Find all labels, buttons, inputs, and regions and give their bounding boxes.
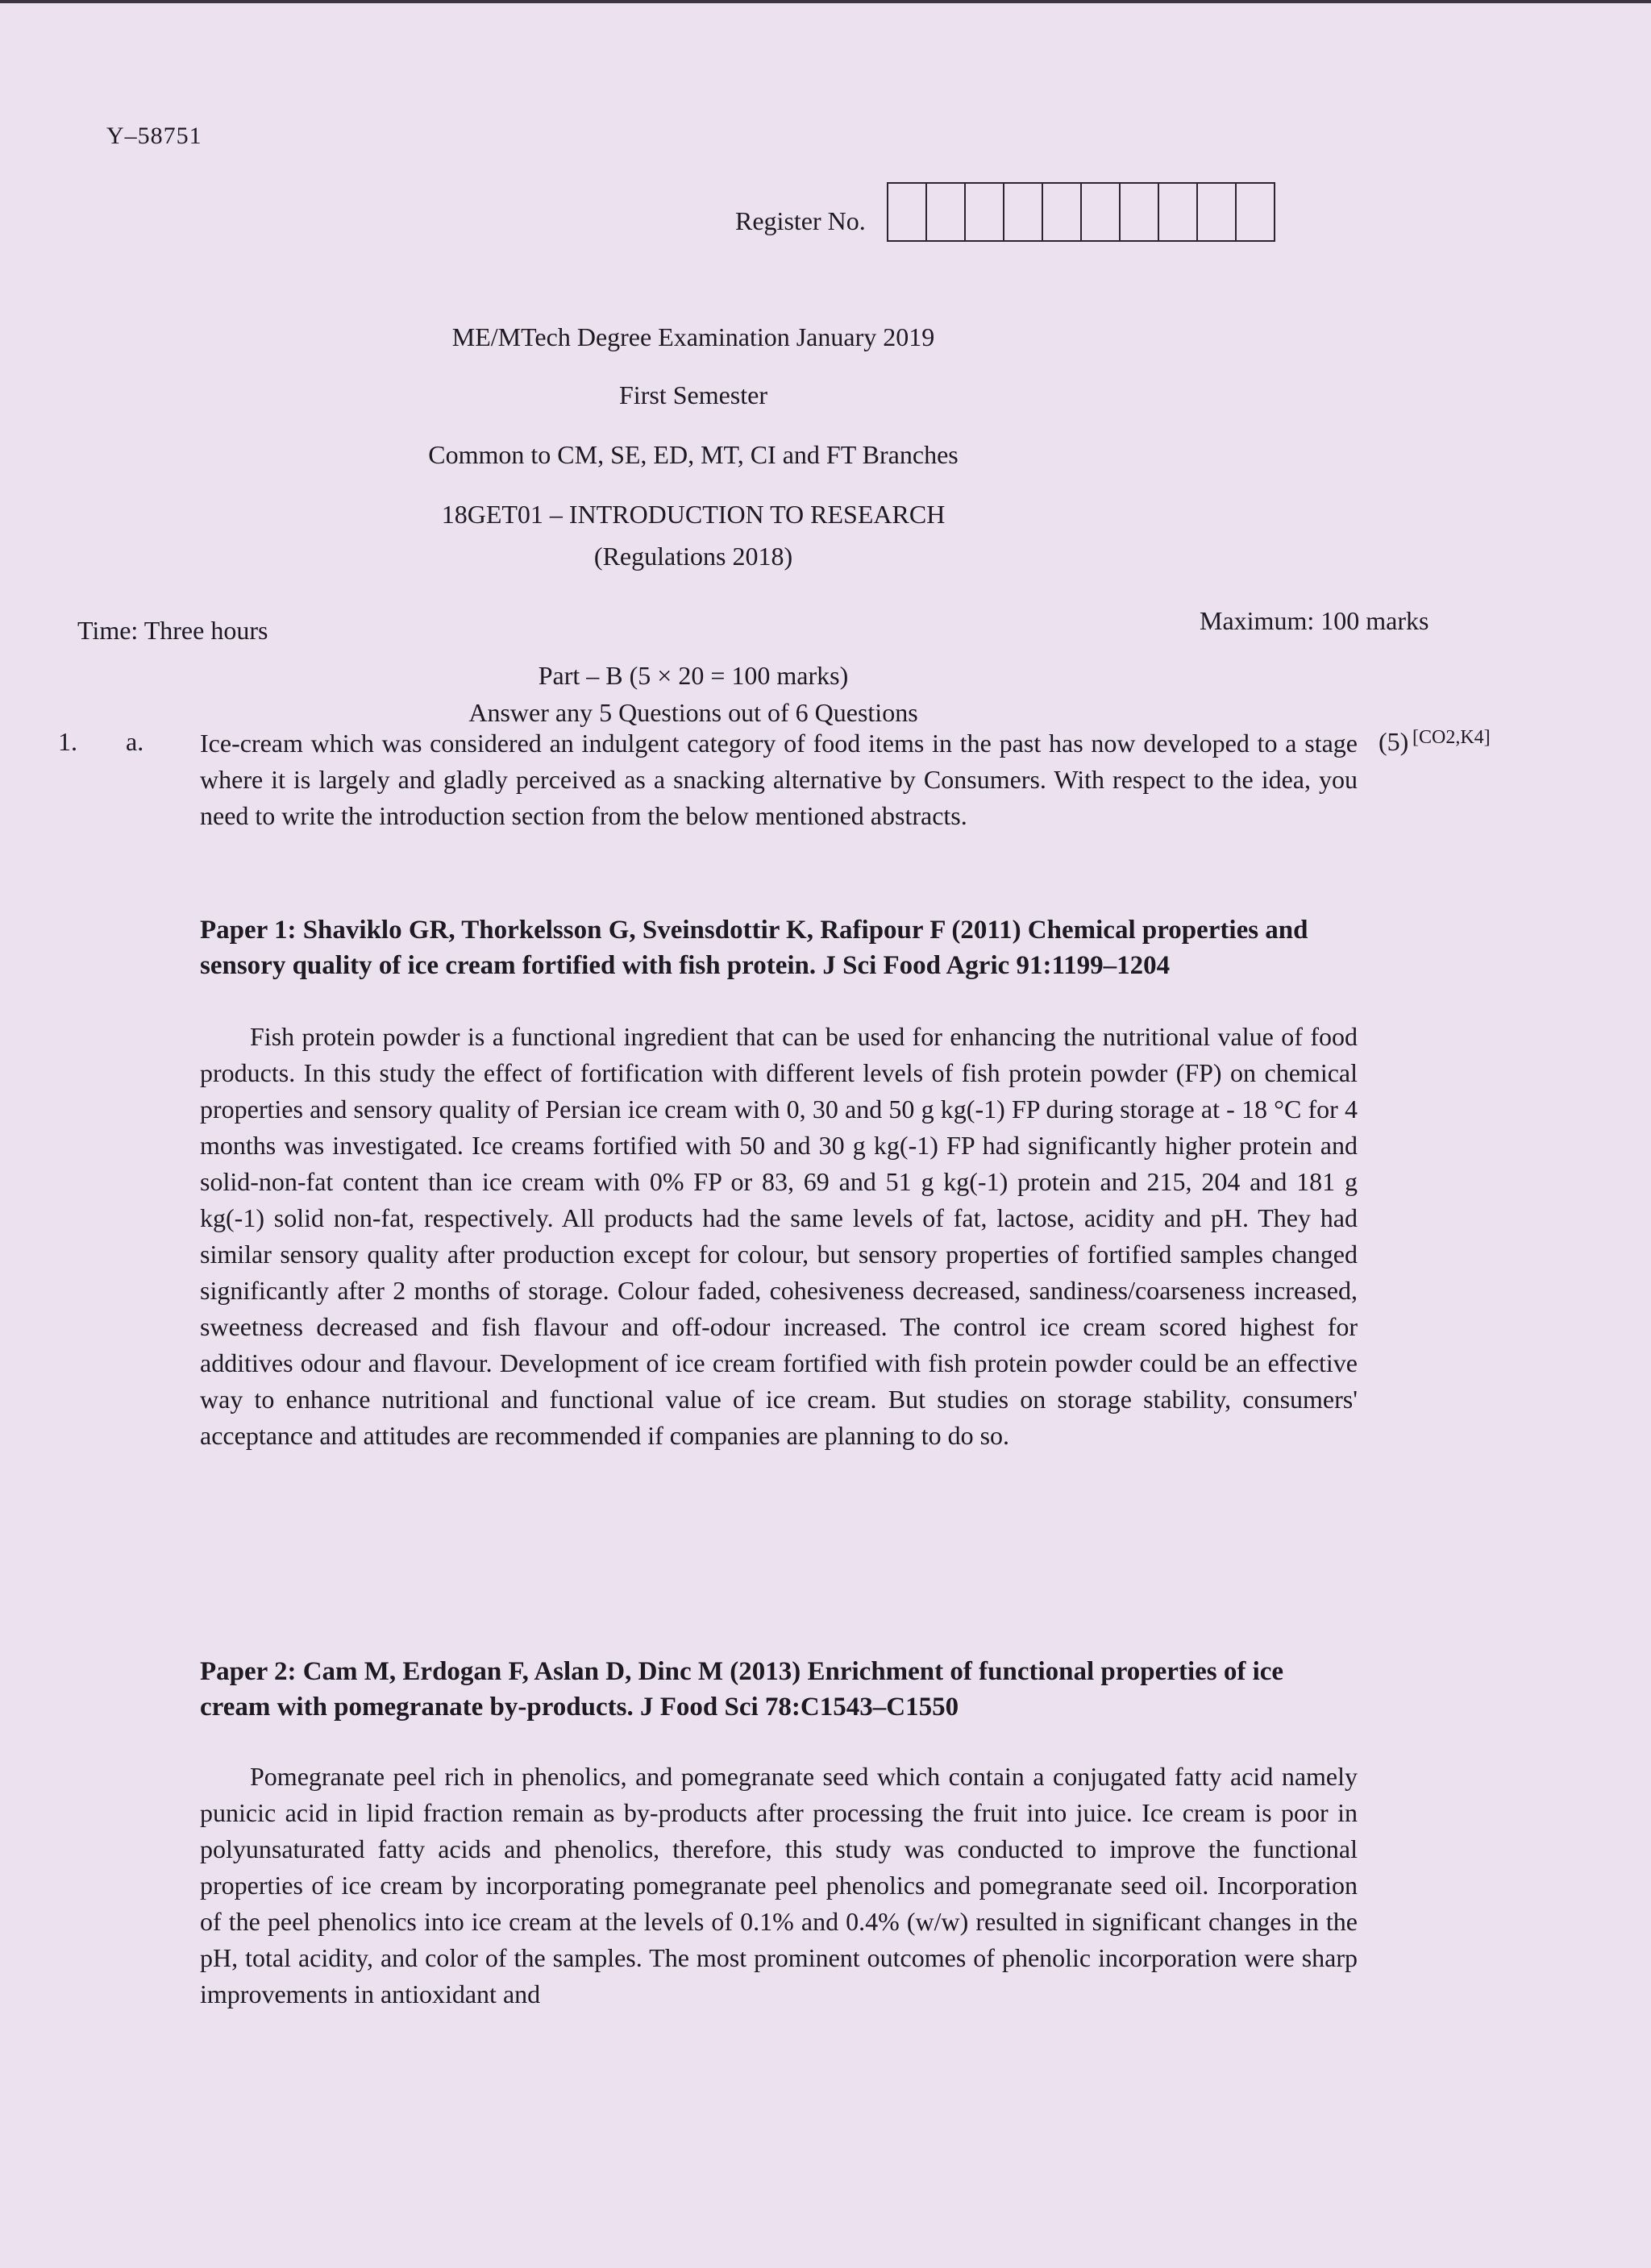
instruction: Answer any 5 Questions out of 6 Questions xyxy=(468,698,918,727)
paper1-heading: Paper 1: Shaviklo GR, Thorkelsson G, Sveinsdottir K, Rafipour F (2011) Chemical properties and sensory quality of ice cream fortified with fish protein. J Sci Food Agric 91:1199–1204 xyxy=(200,916,1308,980)
question-sub-label: a. xyxy=(126,727,144,756)
register-box xyxy=(927,184,966,240)
question-marks: (5) xyxy=(1379,727,1409,756)
course-outcome-tag: [CO2,K4] xyxy=(1412,727,1491,748)
paper1-abstract: Fish protein powder is a functional ingredient that can be used for enhancing the nutritional value of food products. In this study the effect of fortification with different levels of fish protein powder (FP) on chemical properties and sensory quality of Persian ice cream with 0, 30 and 50 g kg(-1) FP during storage at - 18 °C for 4 months was investigated. Ice creams fortified with 50 and 30 g kg(-1) FP had significantly higher protein and solid-non-fat content than ice cream with 0% FP or 83, 69 and 51 g kg(-1) protein and 215, 204 and 181 g kg(-1) solid non-fat, respectively. All products had the same levels of fat, lactose, acidity and pH. They had similar sensory quality after production except for colour, but sensory properties of fortified samples changed significantly after 2 months of storage. Colour faded, cohesiveness decreased, sandiness/coarseness increased, sweetness decreased and fish flavour and off-odour increased. The control ice cream scored highest for additives odour and flavour. Development of ice cream fortified with fish protein powder could be an effective way to enhance nutritional and functional value of ice cream. But studies on storage stability, consumers' acceptance and attitudes are recommended if companies are planning to do so. xyxy=(200,1022,1358,1450)
branches: Common to CM, SE, ED, MT, CI and FT Branches xyxy=(428,440,959,469)
register-label: Register No. xyxy=(735,206,866,235)
regulations: (Regulations 2018) xyxy=(593,542,793,571)
register-box xyxy=(1237,184,1274,240)
register-box xyxy=(1121,184,1159,240)
paper2-abstract: Pomegranate peel rich in phenolics, and pomegranate seed which contain a conjugated fatty acid namely punicic acid in lipid fraction remain as by-products after processing the fruit into juice. Ice cream is poor in polyunsaturated fatty acids and phenolics, therefore, this study was conducted to improve the functional properties of ice cream by incorporating pomegranate peel phenolics and pomegranate seed oil. Incorporation of the peel phenolics into ice cream at the levels of 0.1% and 0.4% (w/w) resulted in significant changes in the pH, total acidity, and color of the samples. The most prominent outcomes of phenolic incorporation were sharp improvements in antioxidant and xyxy=(200,1762,1358,2008)
part-heading: Part – B (5 × 20 = 100 marks) xyxy=(538,661,849,690)
register-box xyxy=(1198,184,1237,240)
time-allowed: Time: Three hours xyxy=(77,616,268,645)
maximum-marks: Maximum: 100 marks xyxy=(1200,606,1429,635)
register-box xyxy=(1159,184,1198,240)
paper2-heading: Paper 2: Cam M, Erdogan F, Aslan D, Dinc M (2013) Enrichment of functional properties of ice cream with pomegranate by-products. J Food Sci 78:C1543–C1550 xyxy=(200,1657,1284,1722)
register-box xyxy=(888,184,927,240)
register-box xyxy=(1004,184,1043,240)
paper-code: Y–58751 xyxy=(106,123,202,149)
register-boxes xyxy=(887,182,1275,242)
register-box xyxy=(1082,184,1121,240)
question-text: Ice-cream which was considered an indulgent category of food items in the past has now developed to a stage where it is largely and gladly perceived as a snacking alternative by Consumers. With respect to the idea, you need to write the introduction section from the below mentioned abstracts. xyxy=(200,729,1358,830)
exam-title: ME/MTech Degree Examination January 2019 xyxy=(451,322,935,351)
register-number-field xyxy=(735,182,1275,242)
question-number: 1. xyxy=(58,727,77,756)
register-box xyxy=(1043,184,1082,240)
register-box xyxy=(966,184,1004,240)
semester: First Semester xyxy=(619,380,767,409)
top-edge-line xyxy=(0,0,1651,3)
course-title: 18GET01 – INTRODUCTION TO RESEARCH xyxy=(441,500,946,529)
